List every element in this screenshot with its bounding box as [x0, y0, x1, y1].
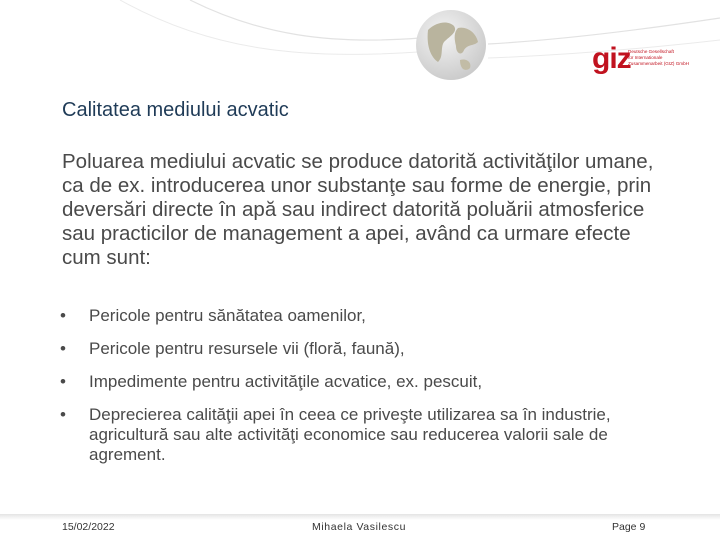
intro-paragraph: Poluarea mediului acvatic se produce datorită activităţilor umane, ca de ex. introducerea unor substanţe sau forme de energie, prin deversări directe în apă sau indirect datorită poluării atmosferice sau practicilor de management a apei, având ca urmare efecte cum sunt: [62, 150, 654, 269]
giz-logo-line: Deutsche Gesellschaft [628, 49, 674, 54]
footer-divider [0, 514, 720, 520]
bullet-symbol: • [60, 372, 66, 391]
bullet-symbol: • [60, 306, 66, 325]
footer-author: Mihaela Vasilescu [312, 521, 407, 533]
giz-logo-mark: giz [592, 42, 631, 75]
bullet-item [60, 339, 660, 359]
bullet-text: Deprecierea calităţii apei în ceea ce priveşte utilizarea sa în industrie, agricultură sau alte activităţi economice sau reducerea valorii sale de agrement. [89, 405, 611, 464]
bullet-symbol: • [60, 339, 66, 358]
bullet-text: Impedimente pentru activităţile acvatice, ex. pescuit, [89, 372, 483, 391]
bullet-list [60, 306, 660, 478]
bullet-symbol: • [60, 405, 66, 424]
giz-logo-line: Zusammenarbeit (GIZ) GmbH [628, 61, 690, 66]
bullet-text: Pericole pentru sănătatea oamenilor, [89, 306, 366, 325]
giz-logo-line: für Internationale [628, 55, 663, 60]
giz-logo-text [628, 49, 708, 67]
bullet-item [60, 372, 660, 392]
slide-title: Calitatea mediului acvatic [62, 99, 289, 121]
bullet-item [60, 405, 660, 465]
globe-icon [414, 8, 488, 82]
bullet-item [60, 306, 660, 326]
footer-date: 15/02/2022 [62, 521, 115, 533]
footer-page-number: Page 9 [612, 521, 646, 533]
bullet-text: Pericole pentru resursele vii (floră, faună), [89, 339, 405, 358]
